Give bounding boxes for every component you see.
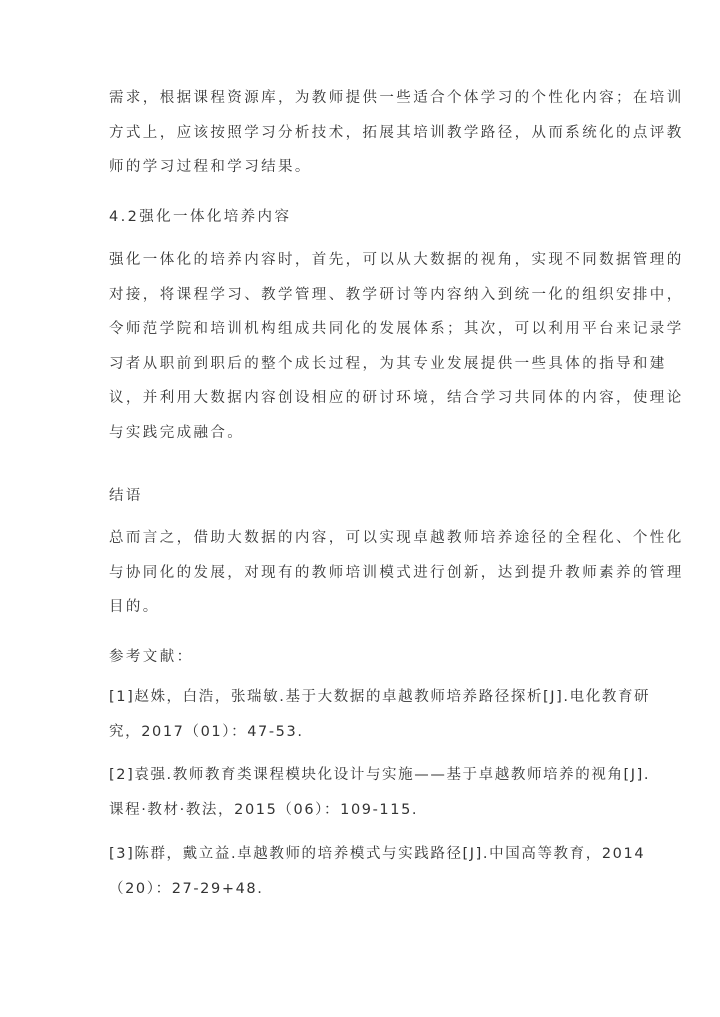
text-line: 与实践完成融合。: [109, 424, 245, 441]
text-line: 目的。: [109, 599, 160, 615]
text-line: 习者从职前到职后的整个成长过程，为其专业发展提供一些具体的指导和建: [109, 355, 667, 372]
reference-line: （20）：27-29+48.: [109, 880, 264, 897]
text-line: 总而言之，借助大数据的内容，可以实现卓越教师培养途径的全程化、个性化: [109, 530, 684, 546]
section-heading-4-2: 4.2强化一体化培养内容: [109, 209, 292, 225]
text-line: 对接，将课程学习、教学管理、教学研讨等内容纳入到统一化的组织安排中，: [109, 286, 684, 303]
conclusion-heading: 结语: [109, 488, 143, 504]
reference-line: [1]赵姝，白浩，张瑞敏.基于大数据的卓越教师培养路径探析[J].电化教育研: [109, 689, 651, 705]
text-line: 方式上，应该按照学习分析技术，拓展其培训教学路径，从而系统化的点评教: [109, 124, 684, 141]
reference-line: 究，2017（01）：47-53.: [109, 723, 304, 740]
references-heading: 参考文献：: [109, 649, 194, 665]
reference-line: [3]陈群，戴立益.卓越教师的培养模式与实践路径[J].中国高等教育，2014: [109, 846, 646, 862]
text-line: 与协同化的发展，对现有的教师培训模式进行创新，达到提升教师素养的管理: [109, 564, 684, 581]
reference-item: [109, 758, 651, 827]
text-line: 议，并利用大数据内容创设相应的研讨环境，结合学习共同体的内容，使理论: [109, 390, 684, 406]
text-line: 强化一体化的培养内容时，首先，可以从大数据的视角，实现不同数据管理的: [109, 252, 684, 268]
paragraph-conclusion: [109, 521, 684, 625]
reference-line: 课程·教材·教法，2015（06）：109-115.: [109, 801, 419, 818]
reference-item: [109, 837, 646, 906]
paragraph-training-method: [109, 81, 684, 185]
paragraph-integrated-content: [109, 243, 684, 450]
reference-item: [109, 680, 651, 749]
text-line: 师的学习过程和学习结果。: [109, 159, 312, 175]
text-line: 令师范学院和培训机构组成共同化的发展体系；其次，可以利用平台来记录学: [109, 321, 684, 337]
text-line: 需求，根据课程资源库，为教师提供一些适合个体学习的个性化内容；在培训: [109, 90, 684, 106]
reference-line: [2]袁强.教师教育类课程模块化设计与实施——基于卓越教师培养的视角[J].: [109, 767, 651, 783]
